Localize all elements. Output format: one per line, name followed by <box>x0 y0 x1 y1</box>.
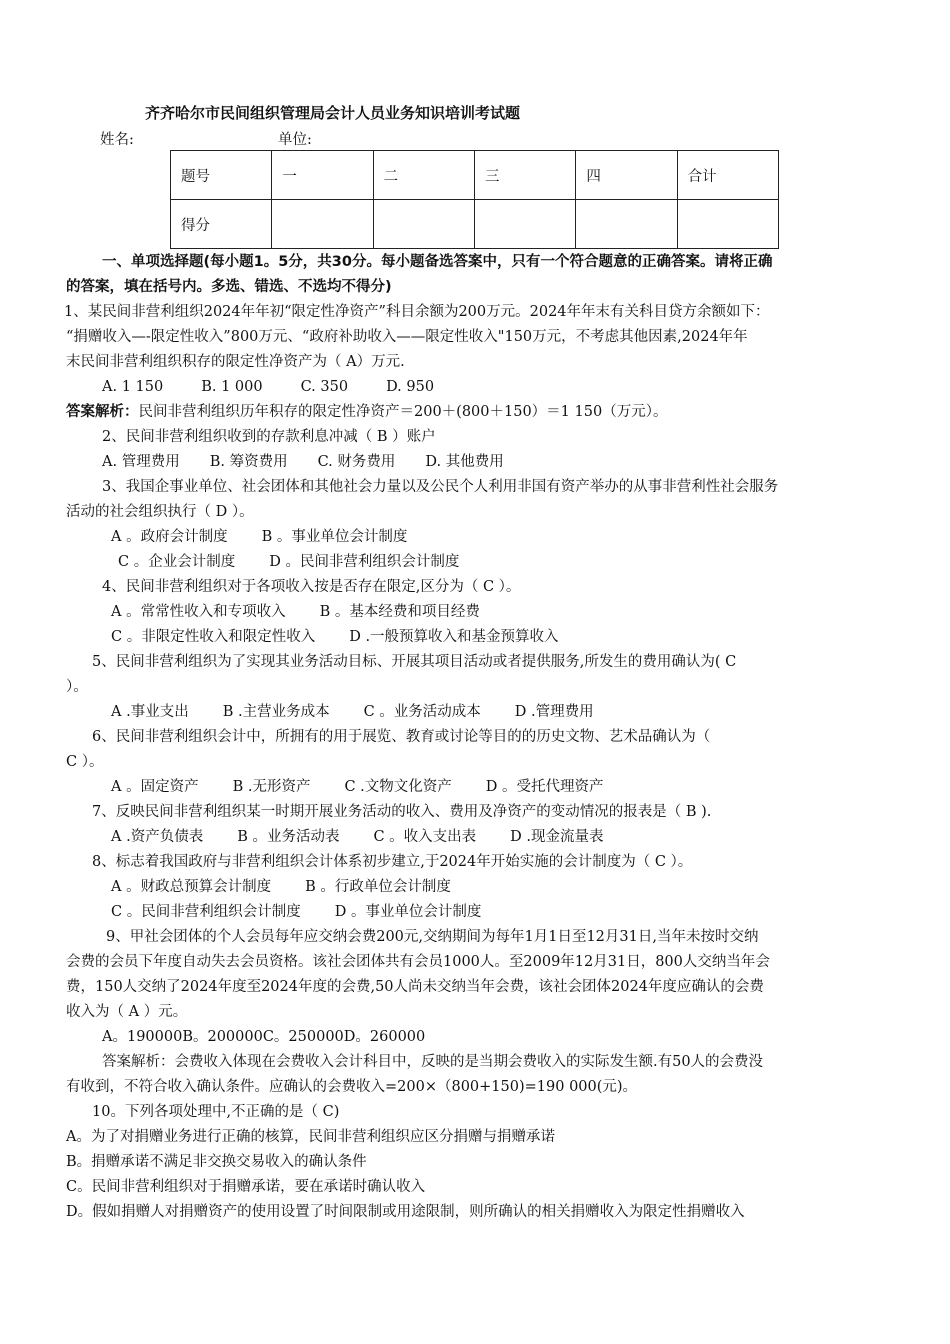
question-10-option-c: C。民间非营利组织对于捐赠承诺，要在承诺时确认收入 <box>66 1179 426 1195</box>
score-entry-cell <box>272 200 373 249</box>
score-cell: 得分 <box>171 200 272 249</box>
score-entry-cell <box>576 200 677 249</box>
option: D .现金流量表 <box>510 829 604 845</box>
option: A. 1 150 <box>102 379 164 395</box>
option: C. 财务费用 <box>317 454 396 470</box>
question-10-option-a: A。为了对捐赠业务进行正确的核算，民间非营利组织应区分捐赠与捐赠承诺 <box>66 1129 555 1145</box>
question-5-text: 5、民间非营利组织为了实现其业务活动目标、开展其项目活动或者提供服务,所发生的费用确认为( C <box>92 654 737 670</box>
question-10-option-b: B。捐赠承诺不满足非交换交易收入的确认条件 <box>66 1154 367 1170</box>
question-7-options <box>66 825 896 850</box>
option: A .事业支出 <box>111 704 189 720</box>
question-3-text: 3、我国企事业单位、社会团体和其他社会力量以及公民个人利用非国有资产举办的从事非营利性社会服务 <box>102 479 779 495</box>
score-entry-cell <box>474 200 575 249</box>
option: D 。事业单位会计制度 <box>334 904 482 920</box>
question-8-options <box>66 900 896 925</box>
question-4-text: 4、民间非营利组织对于各项收入按是否存在限定,区分为（ C ）。 <box>102 579 521 595</box>
unit-label: 单位: <box>278 132 312 148</box>
question-5-text: ）。 <box>66 679 88 695</box>
question-8-text: 8、标志着我国政府与非营利组织会计体系初步建立,于2024年开始实施的会计制度为（ C ）。 <box>92 854 693 870</box>
question-5-options <box>66 700 896 725</box>
name-label: 姓名: <box>100 132 134 148</box>
question-6-text: C ）。 <box>66 754 104 770</box>
score-cell: 合计 <box>677 151 778 200</box>
option: C .文物文化资产 <box>344 779 452 795</box>
option: A 。固定资产 <box>111 779 199 795</box>
score-cell: 二 <box>373 151 474 200</box>
analysis-label: 答案解析： <box>66 404 139 420</box>
option: A 。政府会计制度 <box>111 529 228 545</box>
question-3-options <box>66 550 896 575</box>
analysis-text: 民间非营利组织历年积存的限定性净资产＝200＋(800＋150）＝1 150（万元）。 <box>138 404 668 420</box>
option: C 。企业会计制度 <box>118 554 236 570</box>
question-4-options <box>66 600 896 625</box>
question-9-text: 费，150人交纳了2024年度至2024年度的会费,50人尚未交纳当年会费，该社会团体2024年度应确认的会费 <box>66 979 764 995</box>
question-1-text: “捐赠收入—-限定性收入”800万元、“政府补助收入——限定性收入"150万元，不考虑其他因素,2024年年 <box>66 329 748 345</box>
option: D .管理费用 <box>514 704 594 720</box>
question-9-text: 会费的会员下年度自动失去会员资格。该社会团体共有会员1000人。至2009年12月31日，800人交纳当年会 <box>66 954 770 970</box>
score-entry-cell <box>373 200 474 249</box>
score-entry-cell <box>677 200 778 249</box>
score-cell: 三 <box>474 151 575 200</box>
option: A 。常常性收入和专项收入 <box>111 604 286 620</box>
section-heading-cont: 的答案，填在括号内。多选、错选、不选均不得分) <box>66 279 392 295</box>
question-7-text: 7、反映民间非营利组织某一时期开展业务活动的收入、费用及净资产的变动情况的报表是（ B ). <box>92 804 712 820</box>
score-cell: 一 <box>272 151 373 200</box>
question-2-text: 2、民间非营利组织收到的存款利息冲减（ B ）账户 <box>102 429 436 445</box>
score-table-header-row <box>171 151 779 200</box>
option: B. 1 000 <box>201 379 263 395</box>
option: D .一般预算收入和基金预算收入 <box>349 629 559 645</box>
option: B .无形资产 <box>232 779 311 795</box>
option: C 。非限定性收入和限定性收入 <box>111 629 316 645</box>
exam-content <box>66 250 896 1225</box>
option: D 。受托代理资产 <box>485 779 604 795</box>
question-9-text: 收入为（ A ）元。 <box>66 1004 188 1020</box>
option: C 。业务活动成本 <box>363 704 481 720</box>
question-1-options <box>66 375 896 400</box>
score-table-score-row <box>171 200 779 249</box>
option: B 。事业单位会计制度 <box>261 529 408 545</box>
question-3-options <box>66 525 896 550</box>
option: C. 350 <box>300 379 349 395</box>
option: B 。业务活动表 <box>237 829 340 845</box>
option: A. 管理费用 <box>102 454 180 470</box>
question-6-text: 6、民间非营利组织会计中，所拥有的用于展览、教育或讨论等目的的历史文物、艺术品确认为（ <box>92 729 711 745</box>
option: D. 950 <box>386 379 435 395</box>
score-cell: 题号 <box>171 151 272 200</box>
question-6-options <box>66 775 896 800</box>
option: B .主营业务成本 <box>222 704 330 720</box>
option: C 。收入支出表 <box>373 829 477 845</box>
question-9-text: 9、甲社会团体的个人会员每年应交纳会费200元,交纳期间为每年1月1日至12月31日,当年未按时交纳 <box>106 929 759 945</box>
question-4-options <box>66 625 896 650</box>
option: C 。民间非营利组织会计制度 <box>111 904 301 920</box>
question-8-options <box>66 875 896 900</box>
question-1-text: 末民间非营利组织积存的限定性净资产为（ A）万元. <box>66 354 405 370</box>
option: D 。民间非营利组织会计制度 <box>269 554 460 570</box>
score-table <box>170 150 779 249</box>
option: B 。基本经费和项目经费 <box>319 604 480 620</box>
exam-title: 齐齐哈尔市民间组织管理局会计人员业务知识培训考试题 <box>145 104 521 122</box>
question-1-analysis <box>66 400 896 425</box>
question-10-option-d: D。假如捐赠人对捐赠资产的使用设置了时间限制或用途限制，则所确认的相关捐赠收入为限定性捐赠收入 <box>66 1204 745 1220</box>
question-3-text: 活动的社会组织执行（ D ）。 <box>66 504 254 520</box>
score-cell: 四 <box>576 151 677 200</box>
question-9-analysis: 答案解析：会费收入体现在会费收入会计科目中，反映的是当期会费收入的实际发生额.有50人的会费没 <box>102 1054 764 1070</box>
question-2-options <box>66 450 896 475</box>
option: A 。财政总预算会计制度 <box>111 879 272 895</box>
question-9-options: A。190000B。200000C。250000D。260000 <box>102 1029 426 1045</box>
option: A .资产负债表 <box>111 829 204 845</box>
question-9-analysis: 有收到，不符合收入确认条件。应确认的会费收入=200×（800+150)=190 000(元)。 <box>66 1079 638 1095</box>
option: B 。行政单位会计制度 <box>305 879 451 895</box>
option: D. 其他费用 <box>425 454 504 470</box>
question-10-text: 10。下列各项处理中,不正确的是（ C) <box>92 1104 340 1120</box>
option: B. 筹资费用 <box>209 454 288 470</box>
section-heading: 一、单项选择题(每小题1。5分，共30分。每小题备选答案中，只有一个符合题意的正确答案。请将正确 <box>102 254 773 270</box>
question-1-text: 1、某民间非营利组织2024年年初“限定性净资产”科目余额为200万元。2024年年末有关科目贷方余额如下： <box>64 304 770 320</box>
